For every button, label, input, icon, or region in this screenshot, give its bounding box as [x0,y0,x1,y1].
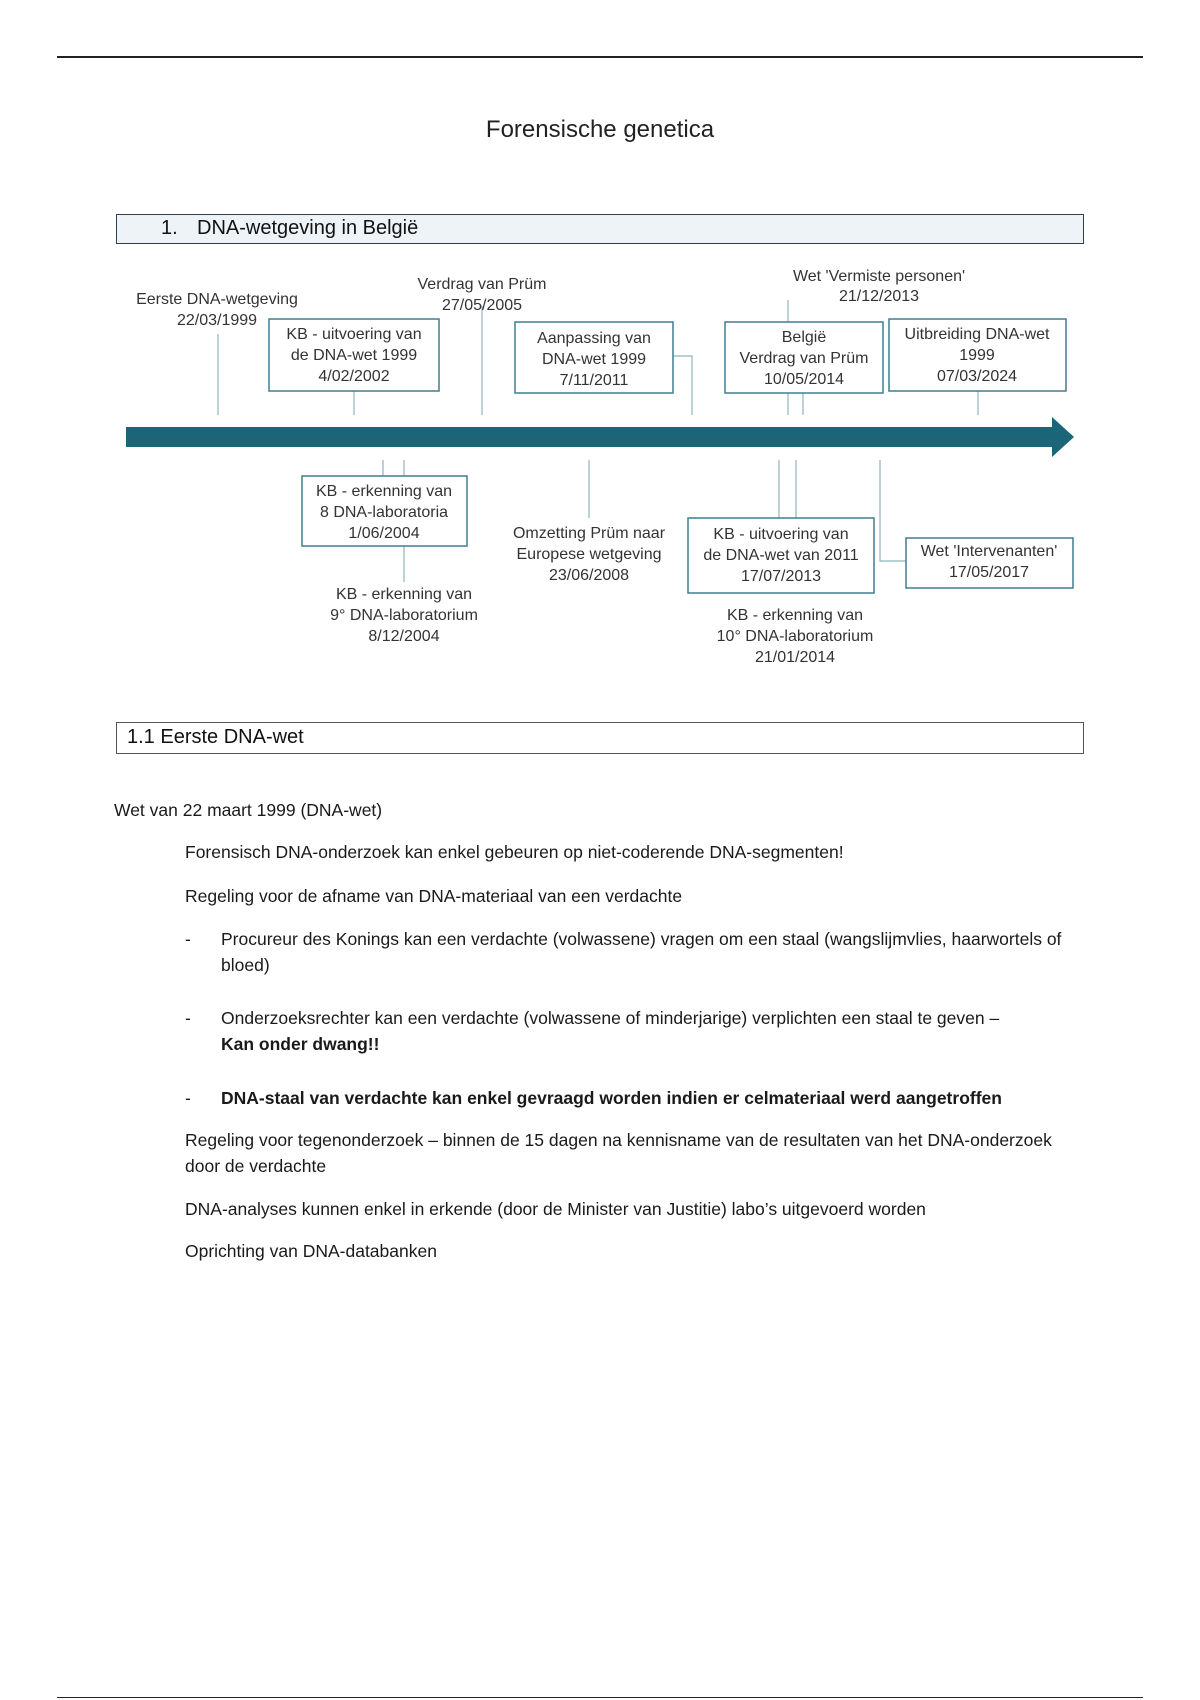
event-prum2005-line2: 27/05/2005 [441,297,523,314]
bullet-onderzoeksrechter-bold: Kan onder dwang!! [221,1034,380,1054]
paragraph-tegenonderzoek: Regeling voor tegenonderzoek – binnen de 15 dagen na kennisname van de resultaten van het DNA-onderzoek door de verdachte [185,1130,1052,1176]
bullet-dash-3: - [185,1088,191,1108]
event-kb9lab-line3: 8/12/2004 [368,628,440,645]
event-kb8lab-line1: KB - erkenning van [315,483,453,500]
bullet-onderzoeksrechter-text: Onderzoeksrechter kan een verdachte (volwassene of minderjarige) verplichten een staal te geven – [221,1008,1000,1028]
event-eerste-line2: 22/03/1999 [176,312,258,329]
bullet-dash-1: - [185,929,191,949]
timeline-arrow-shaft [126,427,1054,447]
event-vermiste-line2: 21/12/2013 [838,288,920,305]
paragraph-sampling-rules: Regeling voor de afname van DNA-materiaal van een verdachte [185,886,683,906]
bullet-dash-2: - [185,1008,191,1028]
event-eerste-line1: Eerste DNA-wetgeving [136,291,298,308]
event-kb10lab-line1: KB - erkenning van [726,607,864,624]
event-belgie-line3: 10/05/2014 [763,371,845,388]
connector-intervenanten [880,460,906,561]
bullet-celmateriaal-bold: DNA-staal van verdachte kan enkel gevraagd worden indien er celmateriaal werd aangetroffen [221,1088,1002,1108]
legislation-timeline [0,0,1200,700]
event-kb2002-line3: 4/02/2002 [318,368,390,385]
event-prum2005-line1: Verdrag van Prüm [417,276,547,293]
event-belgie-line1: België [781,329,827,346]
event-kb2002-line1: KB - uitvoering van [286,326,422,343]
event-kb10lab-line2: 10° DNA-laboratorium [716,628,874,645]
event-omzetting-line1: Omzetting Prüm naar [512,525,666,542]
event-kb2013-line3: 17/07/2013 [740,568,822,585]
bullet-celmateriaal [221,1085,1091,1111]
event-aanpassing-line2: DNA-wet 1999 [541,351,647,368]
paragraph-erkende-labos: DNA-analyses kunnen enkel in erkende (door de Minister van Justitie) labo’s uitgevoerd worden [185,1199,926,1219]
event-intervenanten-line1: Wet 'Intervenanten' [920,543,1058,560]
paragraph-non-coding: Forensisch DNA-onderzoek kan enkel gebeuren op niet-coderende DNA-segmenten! [185,842,844,862]
section-1-title: DNA-wetgeving in België [197,217,419,239]
event-kb8lab-line2: 8 DNA-laboratoria [319,504,449,521]
event-intervenanten-line2: 17/05/2017 [948,564,1030,581]
paragraph-databanken: Oprichting van DNA-databanken [185,1241,437,1261]
event-kb9lab-line2: 9° DNA-laboratorium [330,607,478,624]
law-lead-line: Wet van 22 maart 1999 (DNA-wet) [114,800,383,820]
event-kb9lab-line1: KB - erkenning van [335,586,473,603]
event-kb8lab-line3: 1/06/2004 [348,525,420,542]
event-kb10lab-line3: 21/01/2014 [754,649,836,666]
event-omzetting-line3: 23/06/2008 [548,567,630,584]
event-uitbreiding-line2: 1999 [959,347,995,364]
event-omzetting-line2: Europese wetgeving [516,546,662,563]
event-kb2013-line1: KB - uitvoering van [713,526,849,543]
event-uitbreiding-line1: Uitbreiding DNA-wet [904,326,1050,343]
section-1-1-heading: 1.1 Eerste DNA-wet [116,722,1084,754]
event-aanpassing-line1: Aanpassing van [537,330,651,347]
event-kb2002-line2: de DNA-wet 1999 [290,347,418,364]
event-vermiste-line1: Wet 'Vermiste personen' [792,268,966,285]
bullet-procureur: Procureur des Konings kan een verdachte (volwassene) vragen om een staal (wangslijmvlies, haarwortels of bloed) [221,929,1062,975]
connector-aanpassing [673,356,692,415]
event-belgie-line2: Verdrag van Prüm [739,350,869,367]
event-kb2013-line2: de DNA-wet van 2011 [703,547,859,564]
event-aanpassing-line3: 7/11/2011 [559,372,629,389]
bullet-onderzoeksrechter [221,1005,1091,1057]
event-uitbreiding-line3: 07/03/2024 [936,368,1018,385]
document-title: Forensische genetica [485,116,715,143]
bottom-rule [57,1697,1143,1698]
timeline-arrow-head [1052,417,1074,457]
section-1-number: 1. [161,217,178,239]
